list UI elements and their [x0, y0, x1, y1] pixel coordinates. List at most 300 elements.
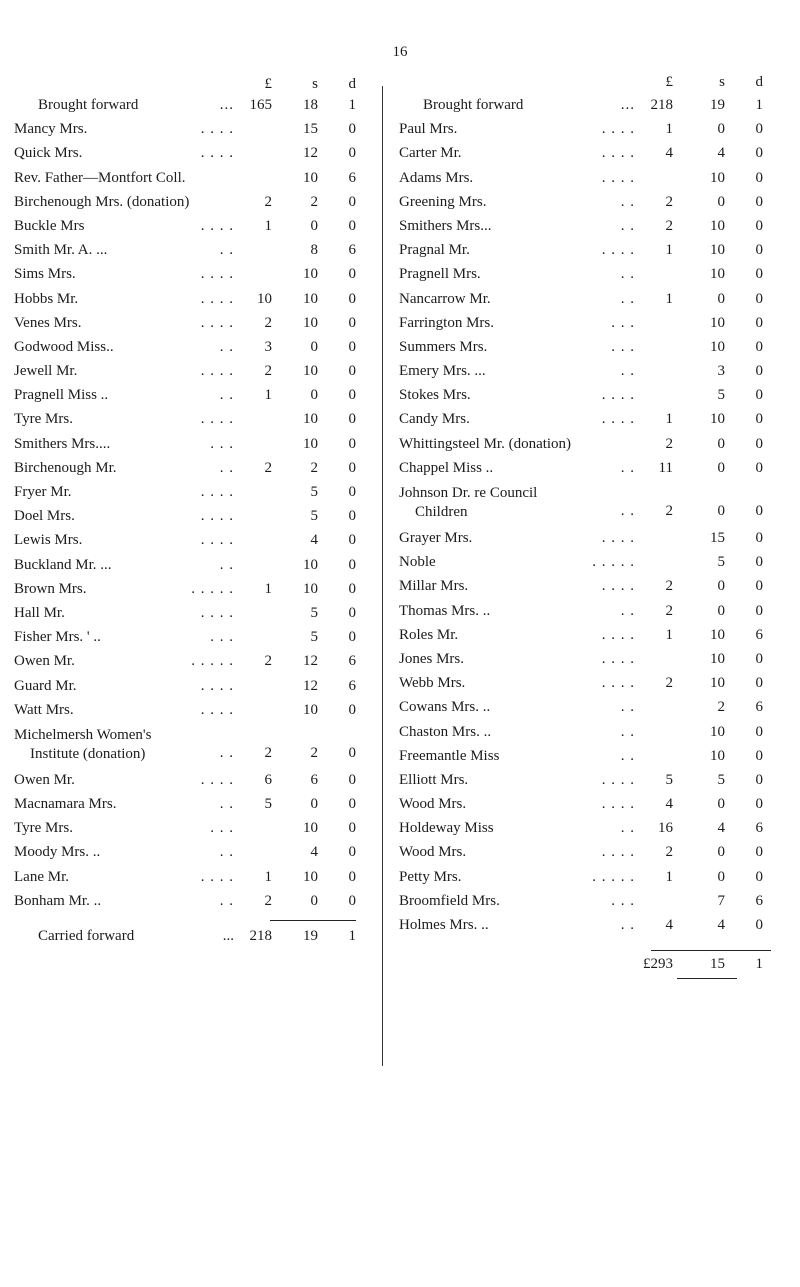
leader-dots: . .: [620, 266, 635, 283]
amount-shillings: 0: [717, 459, 725, 476]
amount-pence: 0: [755, 650, 763, 667]
entry-name: Chappel Miss ..: [399, 459, 494, 476]
ledger-row: [399, 384, 777, 408]
amount-shillings: 4: [310, 844, 318, 861]
ledger-row: [399, 866, 777, 890]
leader-dots: . . . . .: [191, 580, 234, 597]
amount-pounds: 2: [665, 578, 673, 595]
amount-shillings: 10: [710, 747, 725, 764]
entry-name: Lane Mr.: [14, 868, 69, 885]
entry-name: Buckland Mr. ...: [14, 556, 112, 573]
leader-dots: . .: [620, 820, 635, 837]
entry-name: Noble: [399, 554, 436, 571]
amount-pence: 0: [348, 508, 356, 525]
leader-dots: . . . .: [601, 578, 635, 595]
amount-shillings: 12: [303, 653, 318, 670]
amount-shillings: 0: [717, 868, 725, 885]
entry-name: Roles Mr.: [399, 626, 459, 643]
leader-dots: . .: [219, 844, 234, 861]
entry-name: Brown Mrs.: [14, 580, 87, 597]
amount-shillings: 5: [310, 508, 318, 525]
amount-shillings: 10: [710, 242, 725, 259]
ledger-row: [14, 118, 366, 142]
leader-dots: ...: [222, 928, 234, 944]
amount-shillings: 10: [303, 868, 318, 885]
amount-pence: 0: [755, 242, 763, 259]
column-divider: [382, 86, 383, 1066]
entry-name: Grayer Mrs.: [399, 530, 473, 546]
entry-name: Macnamara Mrs.: [14, 796, 117, 813]
amount-pounds: 1: [665, 290, 673, 307]
amount-pence: 0: [348, 580, 356, 597]
entry-name: Pragnell Miss ..: [14, 387, 109, 404]
leader-dots: . .: [620, 917, 635, 933]
amount-shillings: 0: [717, 435, 725, 452]
entry-name: Cowans Mrs. ..: [399, 699, 491, 716]
entry-name: Candy Mrs.: [399, 411, 470, 428]
amount-pence: 0: [348, 556, 356, 573]
amount-pence: 0: [755, 917, 763, 933]
ledger-row: [14, 699, 366, 723]
amount-pounds: 1: [264, 387, 272, 404]
ledger-row: [399, 481, 777, 527]
amount-shillings: 5: [717, 554, 725, 571]
leader-dots: . .: [620, 503, 635, 519]
amount-pounds: 1: [665, 411, 673, 428]
entry-name: Holmes Mrs. ..: [399, 917, 489, 933]
amount-pence: 0: [348, 868, 356, 885]
amount-pounds: 2: [665, 193, 673, 210]
entry-name-line2: Institute (donation): [30, 745, 146, 762]
ledger-row: [399, 239, 777, 263]
amount-pence: 6: [348, 653, 356, 670]
entry-name: Whittingsteel Mr. (donation): [399, 435, 572, 452]
amount-shillings: 8: [310, 242, 318, 259]
leader-dots: . . . .: [200, 771, 234, 788]
amount-shillings: 0: [310, 338, 318, 355]
amount-shillings: 4: [717, 145, 725, 162]
entry-name: Millar Mrs.: [399, 578, 469, 595]
ledger-row: [14, 529, 366, 553]
total-rule-bottom: [677, 978, 737, 979]
amount-pounds: 2: [264, 892, 272, 909]
leader-dots: . . .: [210, 629, 234, 646]
ledger-row: [399, 648, 777, 672]
leader-dots: . . . .: [601, 121, 635, 138]
amount-pence: 0: [348, 435, 356, 452]
entry-name: Birchenough Mrs. (donation): [14, 193, 190, 210]
amount-shillings: 4: [310, 532, 318, 549]
entry-name: Smithers Mrs...: [399, 217, 492, 234]
leader-dots: . . . .: [200, 484, 234, 500]
leader-dots: ...: [219, 97, 234, 113]
leader-dots: . . . .: [200, 868, 234, 885]
amount-pence: 0: [755, 363, 763, 380]
amount-pence: 0: [755, 169, 763, 186]
grand-total-pounds: £293: [643, 956, 673, 973]
ledger-row: [14, 215, 366, 239]
leader-dots: ...: [620, 97, 635, 113]
ledger-row: [399, 167, 777, 191]
leader-dots: . . . .: [200, 677, 234, 694]
shillings-header: s: [312, 76, 318, 92]
page-number: 16: [392, 44, 408, 60]
ledger-row: [399, 600, 777, 624]
amount-pence: 0: [348, 844, 356, 861]
ledger-row: [399, 408, 777, 432]
entry-name: Venes Mrs.: [14, 314, 82, 331]
entry-name: Birchenough Mr.: [14, 459, 117, 476]
ledger-row: [399, 263, 777, 287]
shillings-header: s: [719, 74, 725, 90]
amount-shillings: 4: [717, 820, 725, 837]
amount-pence: 0: [755, 121, 763, 138]
amount-shillings: 3: [717, 363, 725, 380]
carried-forward-shillings: 19: [303, 928, 318, 944]
amount-shillings: 0: [310, 892, 318, 909]
ledger-row: [399, 215, 777, 239]
entry-name: Greening Mrs.: [399, 193, 487, 210]
entry-name: Pragnell Mrs.: [399, 266, 481, 283]
entry-name: Stokes Mrs.: [399, 387, 471, 404]
amount-pounds: 2: [665, 435, 673, 452]
amount-pence: 6: [348, 242, 356, 259]
leader-dots: . . . .: [200, 532, 234, 549]
amount-shillings: 10: [303, 314, 318, 331]
amount-pence: 6: [755, 626, 763, 643]
brought-forward-row: [399, 94, 777, 118]
leader-dots: . . . .: [601, 411, 635, 428]
amount-shillings: 10: [710, 650, 725, 667]
entry-name: Quick Mrs.: [14, 145, 83, 162]
ledger-row: [399, 142, 777, 166]
amount-pence: 0: [348, 266, 356, 283]
amount-shillings: 5: [310, 629, 318, 646]
amount-pence: 0: [755, 503, 763, 519]
ledger-row: [399, 527, 777, 551]
entry-name: Jewell Mr.: [14, 363, 78, 380]
entry-name: Hobbs Mr.: [14, 290, 79, 307]
amount-pounds: 2: [665, 844, 673, 861]
leader-dots: . .: [620, 217, 635, 234]
amount-shillings: 10: [303, 266, 318, 283]
ledger-row: [399, 551, 777, 575]
amount-shillings: 10: [303, 363, 318, 380]
ledger-row: [399, 721, 777, 745]
ledger-row: [399, 360, 777, 384]
amount-pounds: 2: [264, 744, 272, 761]
entry-name: Fisher Mrs. ' ..: [14, 629, 101, 646]
entry-name: Brought forward: [38, 97, 139, 113]
pounds-header: £: [264, 76, 272, 92]
entry-name: Chaston Mrs. ..: [399, 723, 492, 740]
amount-pounds: 2: [665, 503, 673, 519]
amount-pence: 6: [755, 699, 763, 716]
ledger-row: [399, 890, 777, 914]
ledger-row: [399, 841, 777, 865]
leader-dots: . . . .: [200, 604, 234, 621]
leader-dots: . . . .: [200, 363, 234, 380]
amount-pence: 0: [755, 338, 763, 355]
leader-dots: . . . .: [200, 121, 234, 138]
entry-name-line1: Johnson Dr. re Council: [399, 485, 538, 501]
amount-pence: 0: [348, 820, 356, 837]
leader-dots: . .: [219, 892, 234, 909]
ledger-row: [14, 866, 366, 890]
amount-pounds: 4: [665, 796, 673, 813]
amount-shillings: 10: [710, 217, 725, 234]
amount-shillings: 0: [717, 503, 725, 519]
entry-name: Holdeway Miss: [399, 820, 494, 837]
entry-name: Fryer Mr.: [14, 484, 72, 500]
leader-dots: . .: [620, 747, 635, 764]
leader-dots: . . .: [611, 892, 635, 909]
leader-dots: . . . .: [601, 650, 635, 667]
amount-pence: 0: [348, 771, 356, 788]
ledger-row: [399, 793, 777, 817]
amount-pounds: 1: [665, 121, 673, 138]
ledger-row: [14, 263, 366, 287]
amount-pence: 0: [755, 675, 763, 692]
entry-name: Emery Mrs. ...: [399, 363, 486, 380]
entry-name: Tyre Mrs.: [14, 820, 73, 837]
amount-shillings: 10: [303, 411, 318, 428]
ledger-row: [14, 433, 366, 457]
entry-name-line1: Michelmersh Women's: [14, 726, 152, 743]
amount-shillings: 10: [710, 266, 725, 283]
amount-pounds: 2: [665, 602, 673, 619]
entry-name: Nancarrow Mr.: [399, 290, 491, 307]
ledger-row: [14, 312, 366, 336]
amount-shillings: 2: [310, 193, 318, 210]
entry-name: Farrington Mrs.: [399, 314, 494, 331]
ledger-row: [14, 675, 366, 699]
entry-name: Paul Mrs.: [399, 121, 458, 138]
amount-pence: 0: [755, 193, 763, 210]
amount-pence: 0: [348, 484, 356, 500]
leader-dots: . .: [219, 338, 234, 355]
entry-name: Carter Mr.: [399, 145, 462, 162]
ledger-row: [14, 841, 366, 865]
leader-dots: . .: [219, 459, 234, 476]
entry-name: Rev. Father—Montfort Coll.: [14, 169, 186, 186]
amount-shillings: 10: [710, 626, 725, 643]
entry-name: Wood Mrs.: [399, 796, 467, 813]
leader-dots: . . . .: [601, 771, 635, 788]
leader-dots: . .: [219, 744, 234, 761]
ledger-row: [14, 457, 366, 481]
amount-pence: 0: [348, 193, 356, 210]
entry-name: Moody Mrs. ..: [14, 844, 101, 861]
leader-dots: . . . .: [601, 530, 635, 546]
entry-name: Sims Mrs.: [14, 266, 76, 283]
entry-name: Tyre Mrs.: [14, 411, 73, 428]
grand-total-row: [399, 950, 777, 980]
ledger-row: [399, 769, 777, 793]
amount-pence: 6: [755, 892, 763, 909]
amount-pence: 0: [348, 145, 356, 162]
amount-pounds: 218: [650, 97, 673, 113]
amount-shillings: 10: [303, 701, 318, 718]
leader-dots: . . . .: [601, 145, 635, 162]
entry-name: Elliott Mrs.: [399, 771, 469, 788]
amount-pence: 0: [755, 747, 763, 764]
ledger-row: [399, 914, 777, 938]
entry-name: Lewis Mrs.: [14, 532, 83, 549]
amount-pence: 0: [755, 771, 763, 788]
leader-dots: . . . .: [200, 701, 234, 718]
amount-pounds: 2: [264, 459, 272, 476]
amount-shillings: 10: [710, 675, 725, 692]
amount-pounds: 6: [264, 771, 272, 788]
leader-dots: . . . .: [200, 411, 234, 428]
leader-dots: . .: [620, 193, 635, 210]
amount-shillings: 0: [717, 844, 725, 861]
entry-name: [14, 726, 151, 764]
ledger-row: [14, 408, 366, 432]
amount-shillings: 0: [717, 121, 725, 138]
entry-name: [399, 484, 537, 522]
amount-pence: 0: [755, 796, 763, 813]
ledger-row: [14, 602, 366, 626]
leader-dots: . . .: [210, 435, 234, 452]
leader-dots: . .: [620, 363, 635, 380]
amount-pence: 0: [348, 314, 356, 331]
ledger-row: [399, 624, 777, 648]
amount-pence: 0: [755, 723, 763, 740]
right-ledger-column: [399, 74, 777, 980]
subtotal-rule: [270, 920, 356, 921]
ledger-row: [399, 575, 777, 599]
amount-shillings: 10: [710, 338, 725, 355]
amount-shillings: 10: [303, 169, 318, 186]
entry-name: Webb Mrs.: [399, 675, 466, 692]
entry-name: Smithers Mrs....: [14, 435, 111, 452]
amount-pounds: 1: [665, 242, 673, 259]
amount-shillings: 10: [303, 820, 318, 837]
amount-pence: 0: [348, 338, 356, 355]
amount-pence: 6: [348, 677, 356, 694]
leader-dots: . . . .: [200, 266, 234, 283]
ledger-row: [14, 793, 366, 817]
ledger-row: [14, 769, 366, 793]
entry-name: Pragnal Mr.: [399, 242, 470, 259]
amount-pence: 0: [755, 290, 763, 307]
entry-name: Summers Mrs.: [399, 338, 488, 355]
amount-shillings: 10: [710, 314, 725, 331]
entry-name: Thomas Mrs. ..: [399, 602, 491, 619]
amount-pence: 6: [755, 820, 763, 837]
ledger-row: [14, 288, 366, 312]
amount-shillings: 0: [717, 602, 725, 619]
amount-pence: 0: [755, 266, 763, 283]
leader-dots: . . . .: [601, 242, 635, 259]
leader-dots: . . . .: [601, 169, 635, 186]
amount-shillings: 5: [310, 484, 318, 500]
amount-pence: 0: [755, 387, 763, 404]
amount-pence: 0: [348, 532, 356, 549]
leader-dots: . .: [219, 796, 234, 813]
amount-pence: 0: [348, 387, 356, 404]
leader-dots: . .: [620, 459, 635, 476]
ledger-row: [399, 191, 777, 215]
leader-dots: . .: [620, 723, 635, 740]
amount-pence: 0: [755, 314, 763, 331]
entry-name: Adams Mrs.: [399, 169, 474, 186]
ledger-row: [399, 745, 777, 769]
amount-shillings: 0: [717, 193, 725, 210]
entry-name: Freemantle Miss: [399, 747, 500, 764]
ledger-row: [399, 696, 777, 720]
entry-name: Wood Mrs.: [399, 844, 467, 861]
carried-forward-row: [14, 924, 366, 948]
amount-shillings: 10: [303, 290, 318, 307]
amount-pence: 0: [755, 868, 763, 885]
ledger-row: [14, 505, 366, 529]
entry-name: Doel Mrs.: [14, 508, 75, 525]
leader-dots: . . . .: [200, 508, 234, 525]
pence-header: d: [348, 76, 356, 92]
leader-dots: . . . . .: [191, 653, 234, 670]
leader-dots: . . . .: [200, 145, 234, 162]
amount-shillings: 0: [310, 217, 318, 234]
entry-name: Bonham Mr. ..: [14, 892, 102, 909]
amount-shillings: 2: [717, 699, 725, 716]
entry-name: Owen Mr.: [14, 653, 75, 670]
entry-name: Mancy Mrs.: [14, 121, 88, 138]
leader-dots: . . . .: [601, 387, 635, 404]
amount-pence: 0: [348, 217, 356, 234]
leader-dots: . . . .: [601, 675, 635, 692]
amount-pence: 0: [348, 604, 356, 621]
amount-pounds: 5: [665, 771, 673, 788]
amount-pounds: 10: [257, 290, 272, 307]
amount-shillings: 10: [710, 169, 725, 186]
leader-dots: . . . .: [601, 626, 635, 643]
amount-pence: 0: [348, 796, 356, 813]
amount-pounds: 1: [264, 868, 272, 885]
amount-shillings: 19: [710, 97, 725, 113]
amount-pounds: 2: [665, 675, 673, 692]
amount-shillings: 10: [303, 580, 318, 597]
entry-name: Jones Mrs.: [399, 650, 465, 667]
leader-dots: . .: [620, 290, 635, 307]
amount-pounds: 1: [264, 580, 272, 597]
amount-pence: 0: [755, 578, 763, 595]
amount-shillings: 10: [710, 411, 725, 428]
amount-pence: 0: [348, 363, 356, 380]
amount-pence: 0: [348, 411, 356, 428]
amount-pence: 0: [348, 892, 356, 909]
amount-pence: 0: [348, 121, 356, 138]
brought-forward-row: [14, 94, 366, 118]
ledger-row: [399, 288, 777, 312]
amount-pence: 0: [755, 459, 763, 476]
ledger-row: [14, 650, 366, 674]
leader-dots: . . . .: [601, 796, 635, 813]
amount-pounds: 5: [264, 796, 272, 813]
amount-shillings: 7: [717, 892, 725, 909]
amount-pence: 0: [755, 530, 763, 546]
entry-name: Brought forward: [423, 97, 524, 113]
amount-pence: 0: [755, 145, 763, 162]
amount-pounds: 2: [264, 193, 272, 210]
entry-name: Owen Mr.: [14, 771, 75, 788]
ledger-row: [14, 481, 366, 505]
amount-pence: 0: [348, 701, 356, 718]
amount-pounds: 16: [658, 820, 673, 837]
amount-pounds: 3: [264, 338, 272, 355]
